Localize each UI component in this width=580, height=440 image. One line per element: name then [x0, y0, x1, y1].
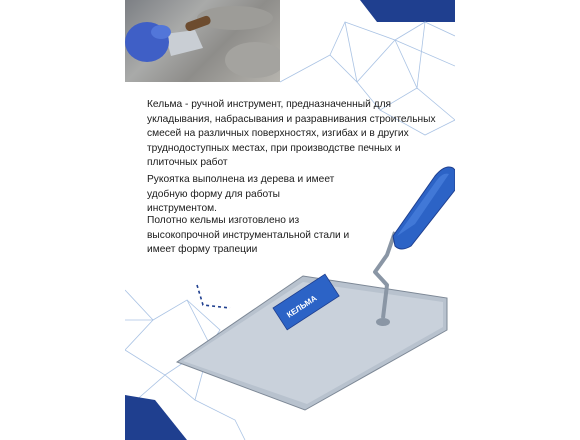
- bottom-accent-band: [125, 395, 187, 440]
- product-card: [125, 0, 455, 440]
- hero-photo: [125, 0, 280, 82]
- trowel-neck-mount: [376, 318, 390, 326]
- photo-trowel-blade: [165, 30, 203, 56]
- top-accent-band: [280, 0, 455, 22]
- description-paragraph-3: Полотно кельмы изготовлено из высокопрочной инструментальной стали и имеет форму трапеции: [147, 215, 350, 255]
- description-paragraph-1: Кельма - ручной инструмент, предназначенный для укладывания, набрасывания и разравнивания строительных смесей на различных поверхностях, изгибах и в других труднодоступных местах, при производстве печных и плиточных работ: [147, 99, 436, 168]
- glove-fingers: [151, 25, 171, 39]
- plaster-texture-2: [225, 42, 280, 78]
- description-paragraph-2: Рукоятка выполнена из дерева и имеет удобную форму для работы инструментом.: [147, 174, 335, 214]
- blade-label-text: КЕЛЬМА: [285, 293, 319, 320]
- hero-photo-art: [125, 0, 280, 82]
- dashed-pointer-line: [197, 285, 230, 308]
